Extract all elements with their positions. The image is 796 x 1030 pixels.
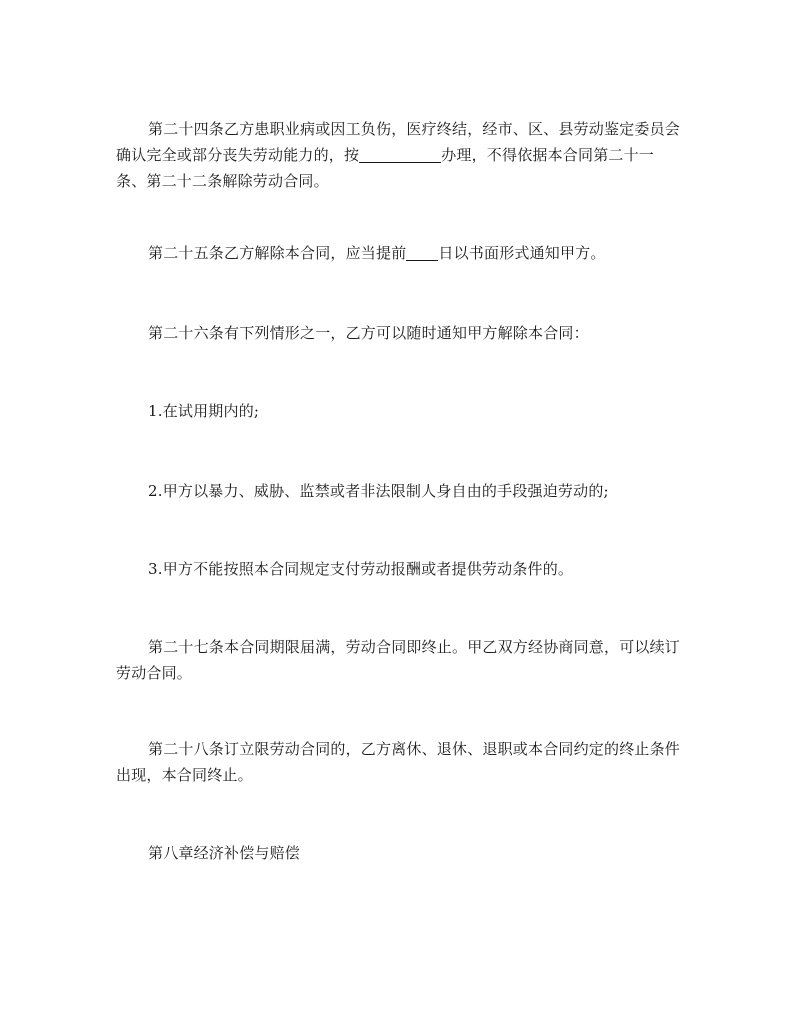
article-28: 第二十八条订立限劳动合同的，乙方离休、退休、退职或本合同约定的终止条件出现，本合同终止。 [116,740,681,784]
fill-in-blank [406,244,438,261]
fill-in-blank [359,146,441,163]
article-25 [116,240,684,266]
article-25-text-before: 第二十五条乙方解除本合同，应当提前 [148,244,407,262]
chapter-heading: 第八章经济补偿与赔偿 [148,844,301,862]
article-24-text-after: 办理，不得依据本合同第二十一条、第二十二条解除劳动合同。 [116,146,655,190]
article-25-text-after: 日以书面形式通知甲方。 [438,244,606,262]
article-27: 第二十七条本合同期限届满，劳动合同即终止。甲乙双方经协商同意，可以续订劳动合同。 [116,638,681,682]
article-26: 第二十六条有下列情形之一，乙方可以随时通知甲方解除本合同： [148,324,589,342]
article-24-text-before: 第二十四条乙方患职业病或因工负伤，医疗终结，经市、区、县劳动鉴定委员会确认完全或部分丧失劳动能力的，按 [116,120,681,164]
list-item: 2.甲方以暴力、威胁、监禁或者非法限制人身自由的手段强迫劳动的; [148,482,609,500]
list-item: 3.甲方不能按照本合同规定支付劳动报酬或者提供劳动条件的。 [148,560,574,578]
list-item: 1.在试用期内的; [148,402,260,420]
article-24 [116,116,684,194]
